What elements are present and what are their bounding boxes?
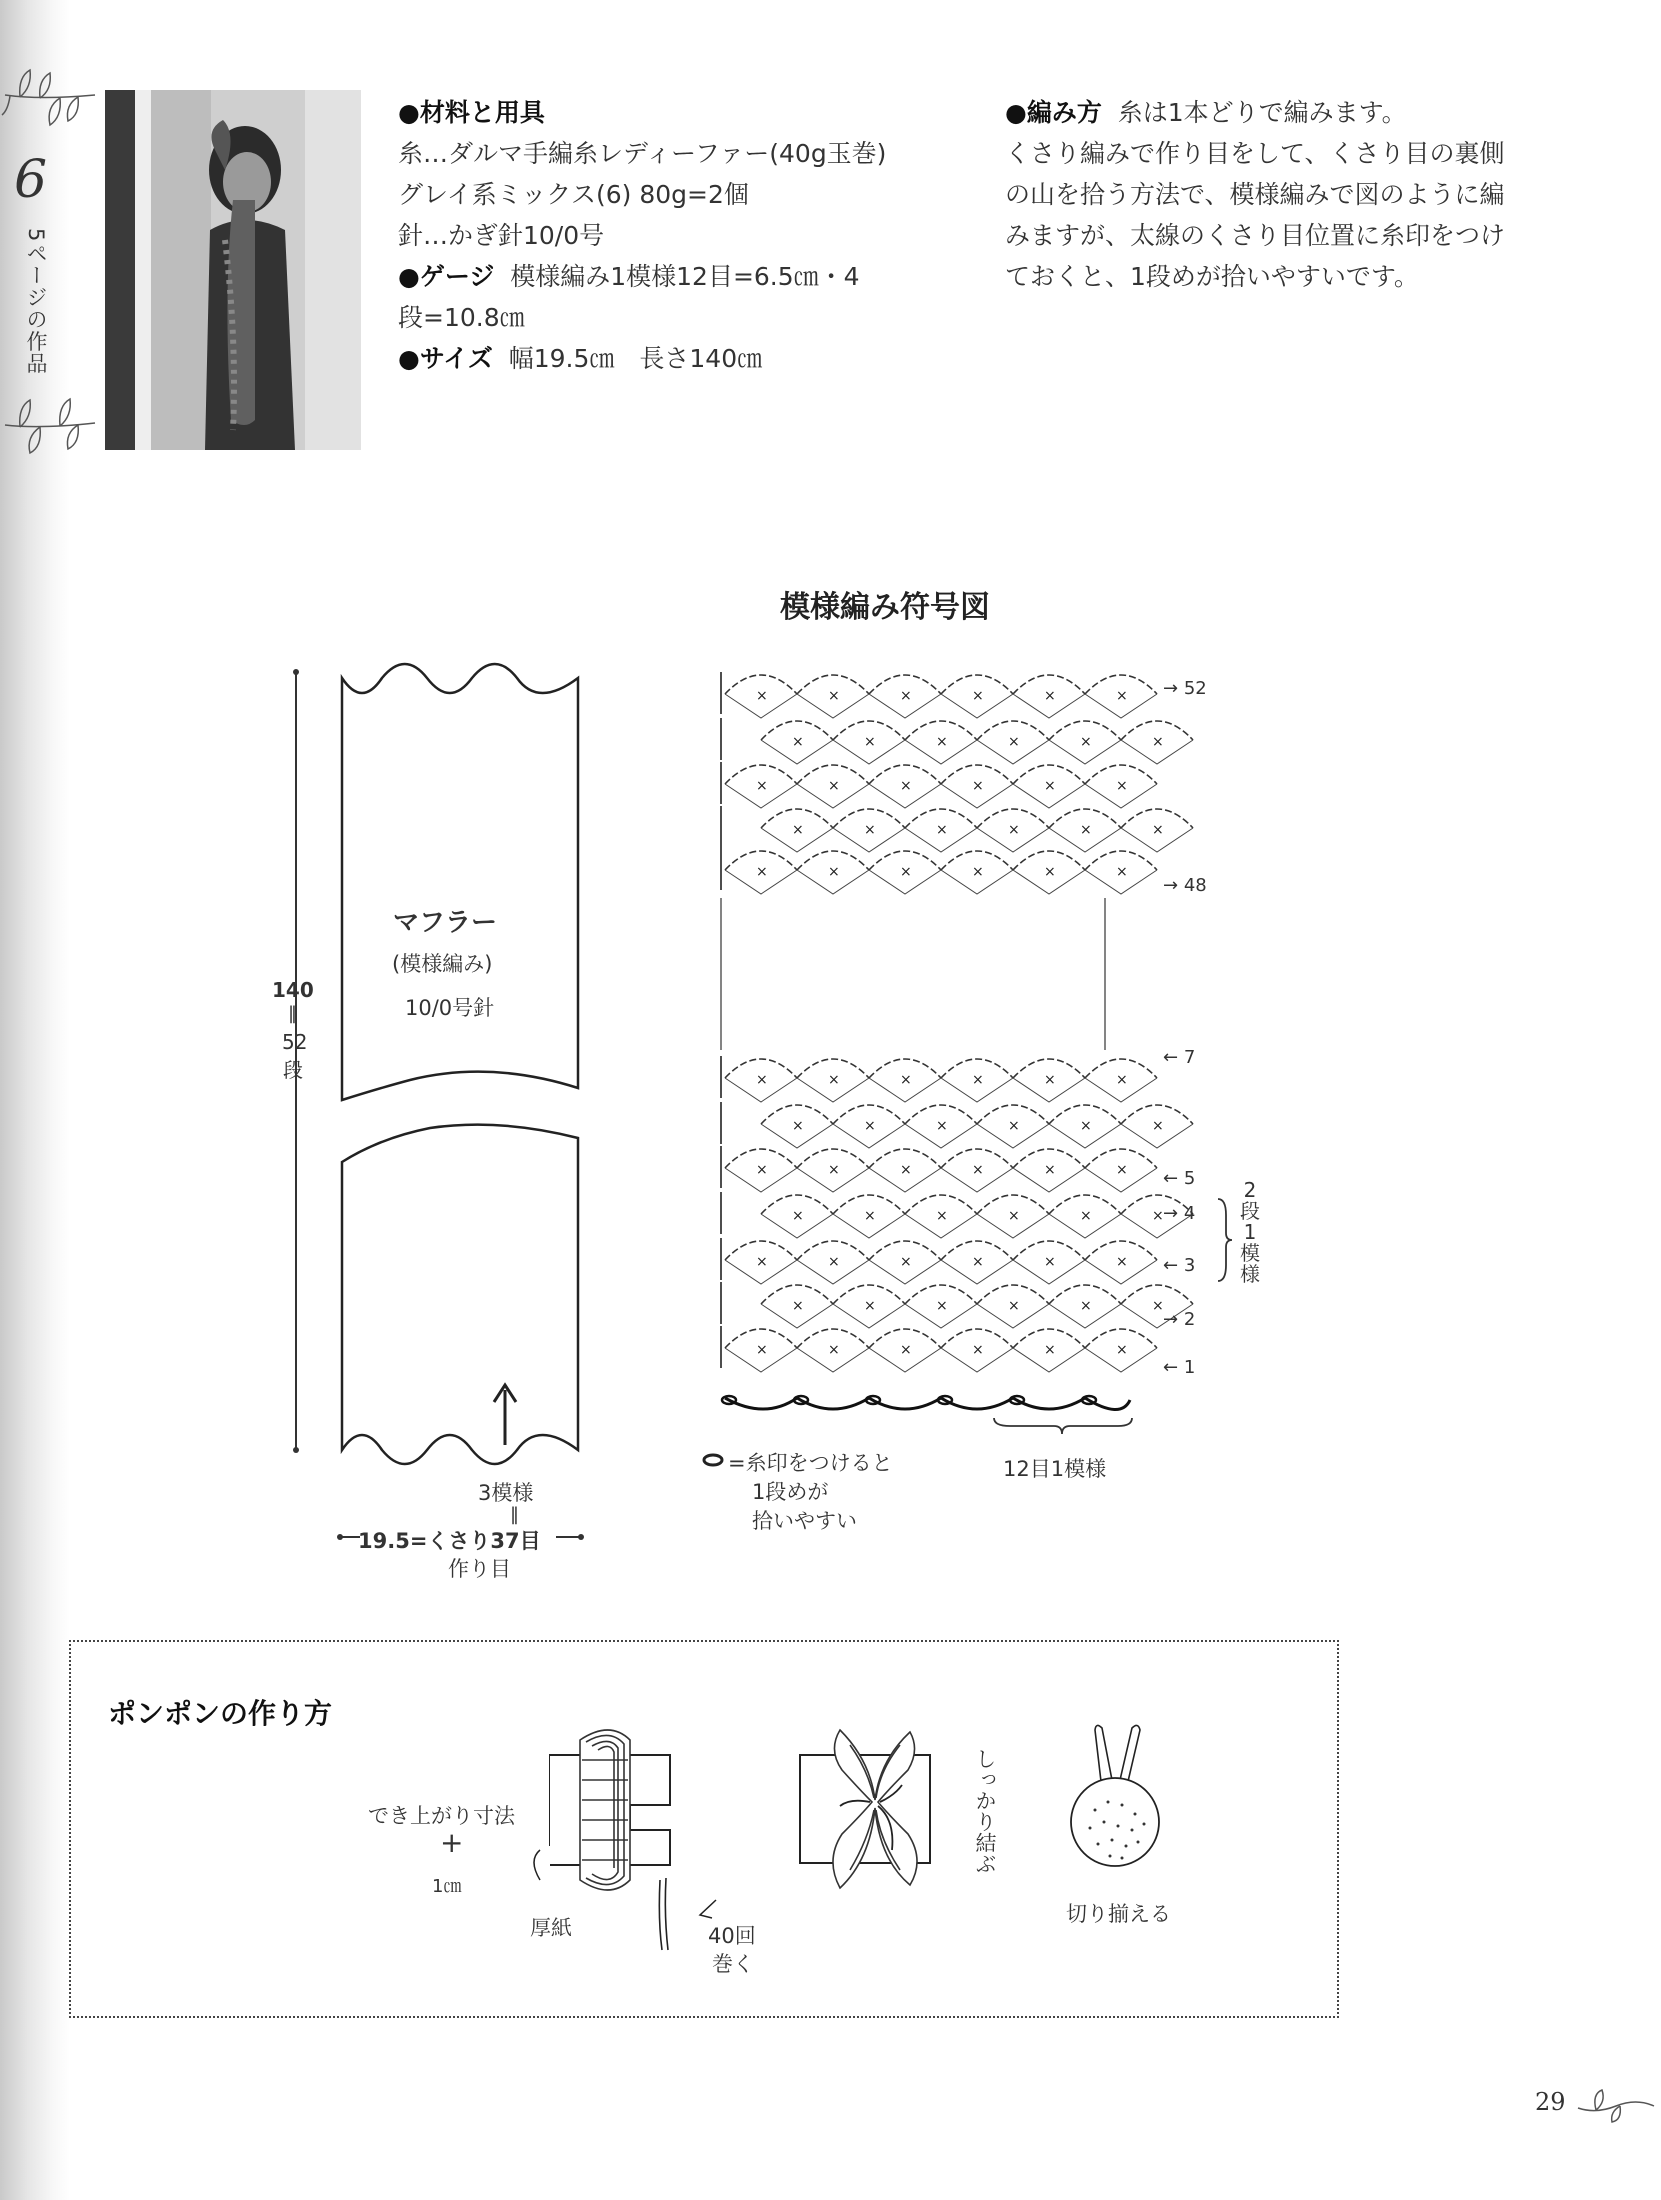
length-value: 140 (272, 978, 314, 1002)
stitch-chart-title: 模様編み符号図 (780, 590, 990, 625)
svg-text:×: × (1152, 1298, 1164, 1314)
svg-text:×: × (1152, 1208, 1164, 1224)
vine-ornament-bottom (5, 399, 95, 453)
svg-text:×: × (828, 1072, 840, 1088)
svg-text:×: × (1116, 688, 1128, 704)
foundation-label: 作り目 (448, 1557, 511, 1581)
length-unit: 段 (283, 1058, 303, 1082)
yarn-line-1: 糸…ダルマ手編糸レディーファー(40g玉巻) (398, 139, 887, 168)
svg-text:×: × (1044, 1342, 1056, 1358)
svg-text:×: × (792, 1298, 804, 1314)
svg-text:×: × (1044, 688, 1056, 704)
page-ornament-icon (1576, 2084, 1656, 2124)
method-line-5: ておくと、1段めが拾いやすいです。 (1005, 262, 1419, 291)
marker-note-2: 1段めが (752, 1480, 829, 1504)
svg-text:×: × (1080, 1208, 1092, 1224)
svg-text:×: × (1116, 1162, 1128, 1178)
wind-count-label: 40回 (708, 1924, 756, 1948)
row-label-4: → 4 (1163, 1203, 1196, 1224)
svg-text:×: × (1080, 1298, 1092, 1314)
svg-text:×: × (1152, 822, 1164, 838)
svg-text:×: × (756, 1342, 768, 1358)
svg-text:×: × (1080, 734, 1092, 750)
marker-note-1: =糸印をつけると (728, 1451, 893, 1475)
svg-text:×: × (864, 734, 876, 750)
materials-section (398, 92, 978, 379)
svg-text:×: × (1044, 864, 1056, 880)
svg-text:×: × (900, 1342, 912, 1358)
svg-text:×: × (1152, 734, 1164, 750)
svg-text:×: × (1152, 1118, 1164, 1134)
svg-text:×: × (1116, 778, 1128, 794)
gauge-heading: ●ゲージ (398, 262, 495, 291)
svg-text:×: × (756, 778, 768, 794)
yarn-line-2: グレイ系ミックス(6) 80g=2個 (398, 180, 749, 209)
svg-text:×: × (1044, 1162, 1056, 1178)
size-heading: ●サイズ (398, 344, 493, 373)
row-label-48: → 48 (1163, 875, 1207, 896)
tie-tight-label: しっかり結ぶ (973, 1748, 997, 1874)
pattern-number: 6 (14, 150, 48, 210)
yarn-marker-icon (700, 1451, 726, 1469)
svg-text:×: × (972, 1342, 984, 1358)
svg-text:×: × (972, 778, 984, 794)
method-heading: ●編み方 (1005, 98, 1102, 127)
repeat-bracket (990, 1416, 1140, 1440)
svg-text:×: × (1008, 734, 1020, 750)
svg-text:×: × (1080, 1118, 1092, 1134)
method-line-2: くさり編みで作り目をして、くさり目の裏側 (1005, 139, 1505, 168)
muffler-bottom-outline (342, 1125, 578, 1464)
svg-text:×: × (864, 1118, 876, 1134)
repeat-count: 3模様 (478, 1481, 534, 1505)
muffler-name: マフラー (393, 908, 498, 938)
svg-text:×: × (828, 1162, 840, 1178)
svg-text:×: × (1008, 1298, 1020, 1314)
size-text: 幅19.5㎝ 長さ140㎝ (508, 344, 763, 373)
svg-text:×: × (792, 822, 804, 838)
svg-text:×: × (864, 822, 876, 838)
svg-text:×: × (828, 1342, 840, 1358)
page-reference: 5ページの作品 (24, 228, 48, 375)
vine-ornament-top (2, 70, 95, 125)
row-bracket (1214, 1195, 1234, 1285)
svg-text:×: × (864, 1298, 876, 1314)
svg-text:×: × (828, 1254, 840, 1270)
sidebar-ornaments (0, 55, 100, 475)
pompom-finished-illustration (1060, 1710, 1170, 1870)
svg-text:×: × (1008, 1118, 1020, 1134)
marker-note-3: 拾いやすい (752, 1509, 857, 1533)
svg-text:×: × (972, 1072, 984, 1088)
svg-text:×: × (792, 1208, 804, 1224)
svg-text:×: × (972, 864, 984, 880)
svg-text:×: × (1044, 778, 1056, 794)
svg-text:×: × (1116, 1254, 1128, 1270)
svg-text:×: × (1008, 1208, 1020, 1224)
method-section (1005, 92, 1575, 297)
model-photo (105, 90, 361, 450)
svg-text:×: × (972, 1254, 984, 1270)
svg-text:×: × (756, 864, 768, 880)
svg-text:×: × (1080, 822, 1092, 838)
svg-text:×: × (936, 1208, 948, 1224)
materials-heading: ●材料と用具 (398, 98, 545, 127)
svg-text:×: × (900, 778, 912, 794)
plus-sign: + (440, 1826, 464, 1859)
pompom-title: ポンポンの作り方 (108, 1697, 333, 1730)
method-line-3: の山を拾う方法で、模様編みで図のように編 (1005, 180, 1505, 209)
svg-text:×: × (864, 1208, 876, 1224)
muffler-top-outline (342, 664, 578, 1100)
hook-line: 針…かぎ針10/0号 (398, 221, 605, 250)
row-label-7: ← 7 (1163, 1047, 1196, 1068)
svg-text:×: × (936, 822, 948, 838)
svg-text:×: × (936, 1118, 948, 1134)
chart-top-block (721, 672, 1193, 894)
svg-text:×: × (1044, 1254, 1056, 1270)
svg-text:×: × (900, 1072, 912, 1088)
gauge-text-2: 段=10.8㎝ (398, 303, 525, 332)
finished-size-label: でき上がり寸法 (368, 1804, 515, 1828)
svg-text:×: × (900, 1254, 912, 1270)
trim-label: 切り揃える (1066, 1902, 1171, 1926)
wind-label: 巻く (712, 1952, 754, 1976)
svg-text:×: × (756, 1072, 768, 1088)
stitch-chart (700, 650, 1164, 1430)
width-value: 19.5=くさり37目 (358, 1529, 541, 1553)
row-label-2: → 2 (1163, 1309, 1196, 1330)
method-line-4: みますが、太線のくさり目位置に糸印をつけ (1005, 221, 1506, 250)
length-equals: ‖ (288, 1003, 297, 1024)
muffler-needle: 10/0号針 (405, 996, 495, 1020)
svg-text:×: × (756, 1162, 768, 1178)
muffler-stitch: (模様編み) (392, 952, 493, 976)
svg-text:×: × (828, 778, 840, 794)
svg-text:×: × (936, 1298, 948, 1314)
svg-text:×: × (1116, 864, 1128, 880)
svg-text:×: × (972, 688, 984, 704)
repeat-label: 12目1模様 (1003, 1457, 1107, 1481)
cardboard-label: 厚紙 (530, 1916, 572, 1940)
page-number: 29 (1535, 2088, 1566, 2116)
method-line-1: 糸は1本どりで編みます。 (1117, 98, 1407, 127)
row-label-1: ← 1 (1163, 1357, 1196, 1378)
svg-text:×: × (828, 864, 840, 880)
svg-text:×: × (936, 734, 948, 750)
svg-text:×: × (756, 1254, 768, 1270)
plus-size-label: 1㎝ (432, 1876, 462, 1897)
bracket-label: 2 段 1 模 様 (1240, 1178, 1260, 1286)
gauge-text-1: 模様編み1模様12目=6.5㎝・4 (510, 262, 860, 291)
row-label-5: ← 5 (1163, 1168, 1196, 1189)
length-rows: 52 (282, 1030, 308, 1054)
svg-text:×: × (1116, 1342, 1128, 1358)
repeat-equals: ‖ (510, 1504, 519, 1525)
muffler-schematic (280, 650, 620, 1480)
svg-text:×: × (1044, 1072, 1056, 1088)
svg-text:×: × (792, 734, 804, 750)
svg-text:×: × (756, 688, 768, 704)
svg-text:×: × (900, 864, 912, 880)
svg-text:×: × (792, 1118, 804, 1134)
chart-foundation-chain (725, 1398, 1130, 1410)
svg-text:×: × (1008, 822, 1020, 838)
chart-bottom-block (721, 1056, 1196, 1372)
row-label-52: → 52 (1163, 678, 1207, 699)
svg-text:×: × (972, 1162, 984, 1178)
svg-text:×: × (1116, 1072, 1128, 1088)
svg-text:×: × (900, 688, 912, 704)
svg-text:×: × (900, 1162, 912, 1178)
row-label-3: ← 3 (1163, 1255, 1196, 1276)
svg-text:×: × (828, 688, 840, 704)
pompom-tied-illustration (780, 1710, 970, 1910)
